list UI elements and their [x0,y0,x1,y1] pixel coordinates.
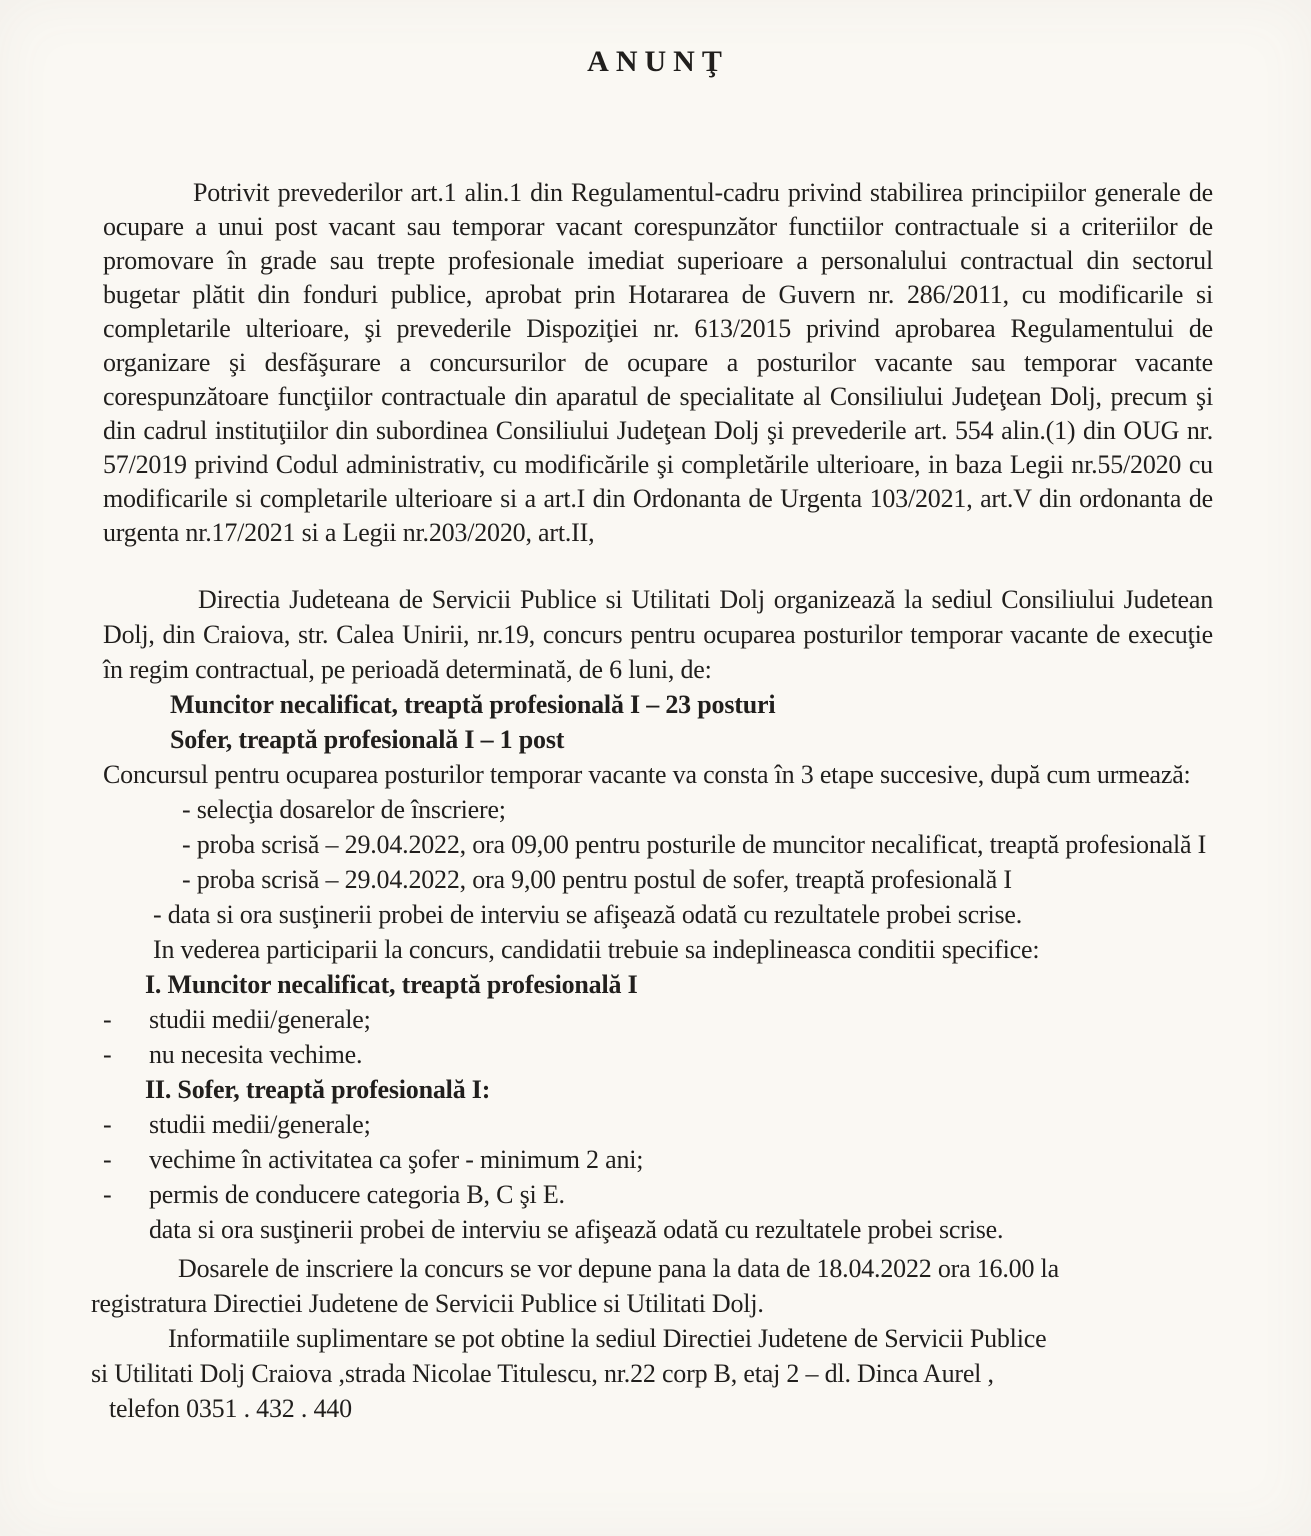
condition-text: studii medii/generale; [149,1005,371,1034]
condition-text: permis de conducere categoria B, C şi E. [149,1180,565,1209]
info-line1: Informatiile suplimentare se pot obtine la sediul Directiei Judetene de Servicii Publice [168,1324,1047,1353]
section-heading-muncitor: I. Muncitor necalificat, treaptă profesională I [145,970,638,999]
list-dash-marker: - [103,1005,112,1034]
section-heading-sofer: II. Sofer, treaptă profesională I: [145,1075,491,1104]
stage-interviu: - data si ora susţinerii probei de interviu se afişează odată cu rezultatele probei scrise. [153,900,1023,929]
list-dash-marker: - [103,1040,112,1069]
interview-note: data si ora susţinerii probei de interviu se afişează odată cu rezultatele probei scrise. [149,1215,1004,1244]
condition-item [103,1002,1213,1037]
condition-item [103,1037,1213,1072]
info-line3-telefon: telefon 0351 . 432 . 440 [109,1394,352,1423]
list-dash-marker: - [103,1145,112,1174]
stage-selectia-dosarelor: - selecţia dosarelor de înscriere; [182,795,506,824]
stages-intro: Concursul pentru ocuparea posturilor temporar vacante va consta în 3 etape succesive, după cum urmează: [103,760,1191,789]
intro-paragraph: Potrivit prevederilor art.1 alin.1 din Regulamentul-cadru privind stabilirea principiilor generale de ocupare a unui post vacant sau temporar vacant corespunzător functiilor contractuale si a criteriilor de promovare în grade sau trepte profesionale imediat superioare a personalului contractual din sectorul bugetar plătit din fonduri publice, aprobat prin Hotararea de Guvern nr. 286/2011, cu modificarile si completarile ulterioare, şi prevederile Dispoziţiei nr. 613/2015 privind aprobarea Regulamentului de organizare şi desfăşurare a concursurilor de ocupare a posturilor vacante sau temporar vacante corespunzătoare funcţiilor contractuale din aparatul de specialitate al Consiliului Judeţean Dolj, precum şi din cadrul instituţiilor din subordinea Consiliului Judeţean Dolj şi prevederile art. 554 alin.(1) din OUG nr. 57/2019 privind Codul administrativ, cu modificările şi completările ulterioare, in baza Legii nr.55/2020 cu modificarile si completarile ulterioare si a art.I din Ordonanta de Urgenta 103/2021, art.V din ordonanta de urgenta nr.17/2021 si a Legii nr.203/2020, art.II, [103,178,1213,547]
condition-text: vechime în activitatea ca şofer - minimum 2 ani; [149,1145,644,1174]
deadline-line2: registratura Directiei Judetene de Servicii Publice si Utilitati Dolj. [91,1289,764,1318]
deadline-line1: Dosarele de inscriere la concurs se vor depune pana la data de 18.04.2022 ora 16.00 la [178,1254,1059,1283]
conditions-intro: In vederea participarii la concurs, candidatii trebuie sa indeplineasca conditii specifice: [153,935,1040,964]
document-title: ANUNŢ [587,45,729,78]
stage-proba-scrisa-muncitor: - proba scrisă – 29.04.2022, ora 09,00 pentru posturile de muncitor necalificat, treaptă profesională I [182,830,1207,859]
condition-item [103,1107,1213,1142]
organizer-paragraph: Directia Judeteana de Servicii Publice si Utilitati Dolj organizează la sediul Consiliului Judetean Dolj, din Craiova, str. Calea Unirii, nr.19, concurs pentru ocuparea posturilor temporar vacante de execuţie în regim contractual, pe perioadă determinată, de 6 luni, de: [103,585,1213,684]
list-dash-marker: - [103,1110,112,1139]
list-dash-marker: - [103,1180,112,1209]
position-muncitor-necalificat: Muncitor necalificat, treaptă profesională I – 23 posturi [170,690,776,719]
condition-text: studii medii/generale; [149,1110,371,1139]
condition-item [103,1177,1213,1212]
condition-item [103,1142,1213,1177]
position-sofer: Sofer, treaptă profesională I – 1 post [170,725,565,754]
info-line2: si Utilitati Dolj Craiova ,strada Nicolae Titulescu, nr.22 corp B, etaj 2 – dl. Dinca Aurel , [91,1359,994,1388]
stage-proba-scrisa-sofer: - proba scrisă – 29.04.2022, ora 9,00 pentru postul de sofer, treaptă profesională I [182,865,1012,894]
condition-text: nu necesita vechime. [149,1040,363,1069]
